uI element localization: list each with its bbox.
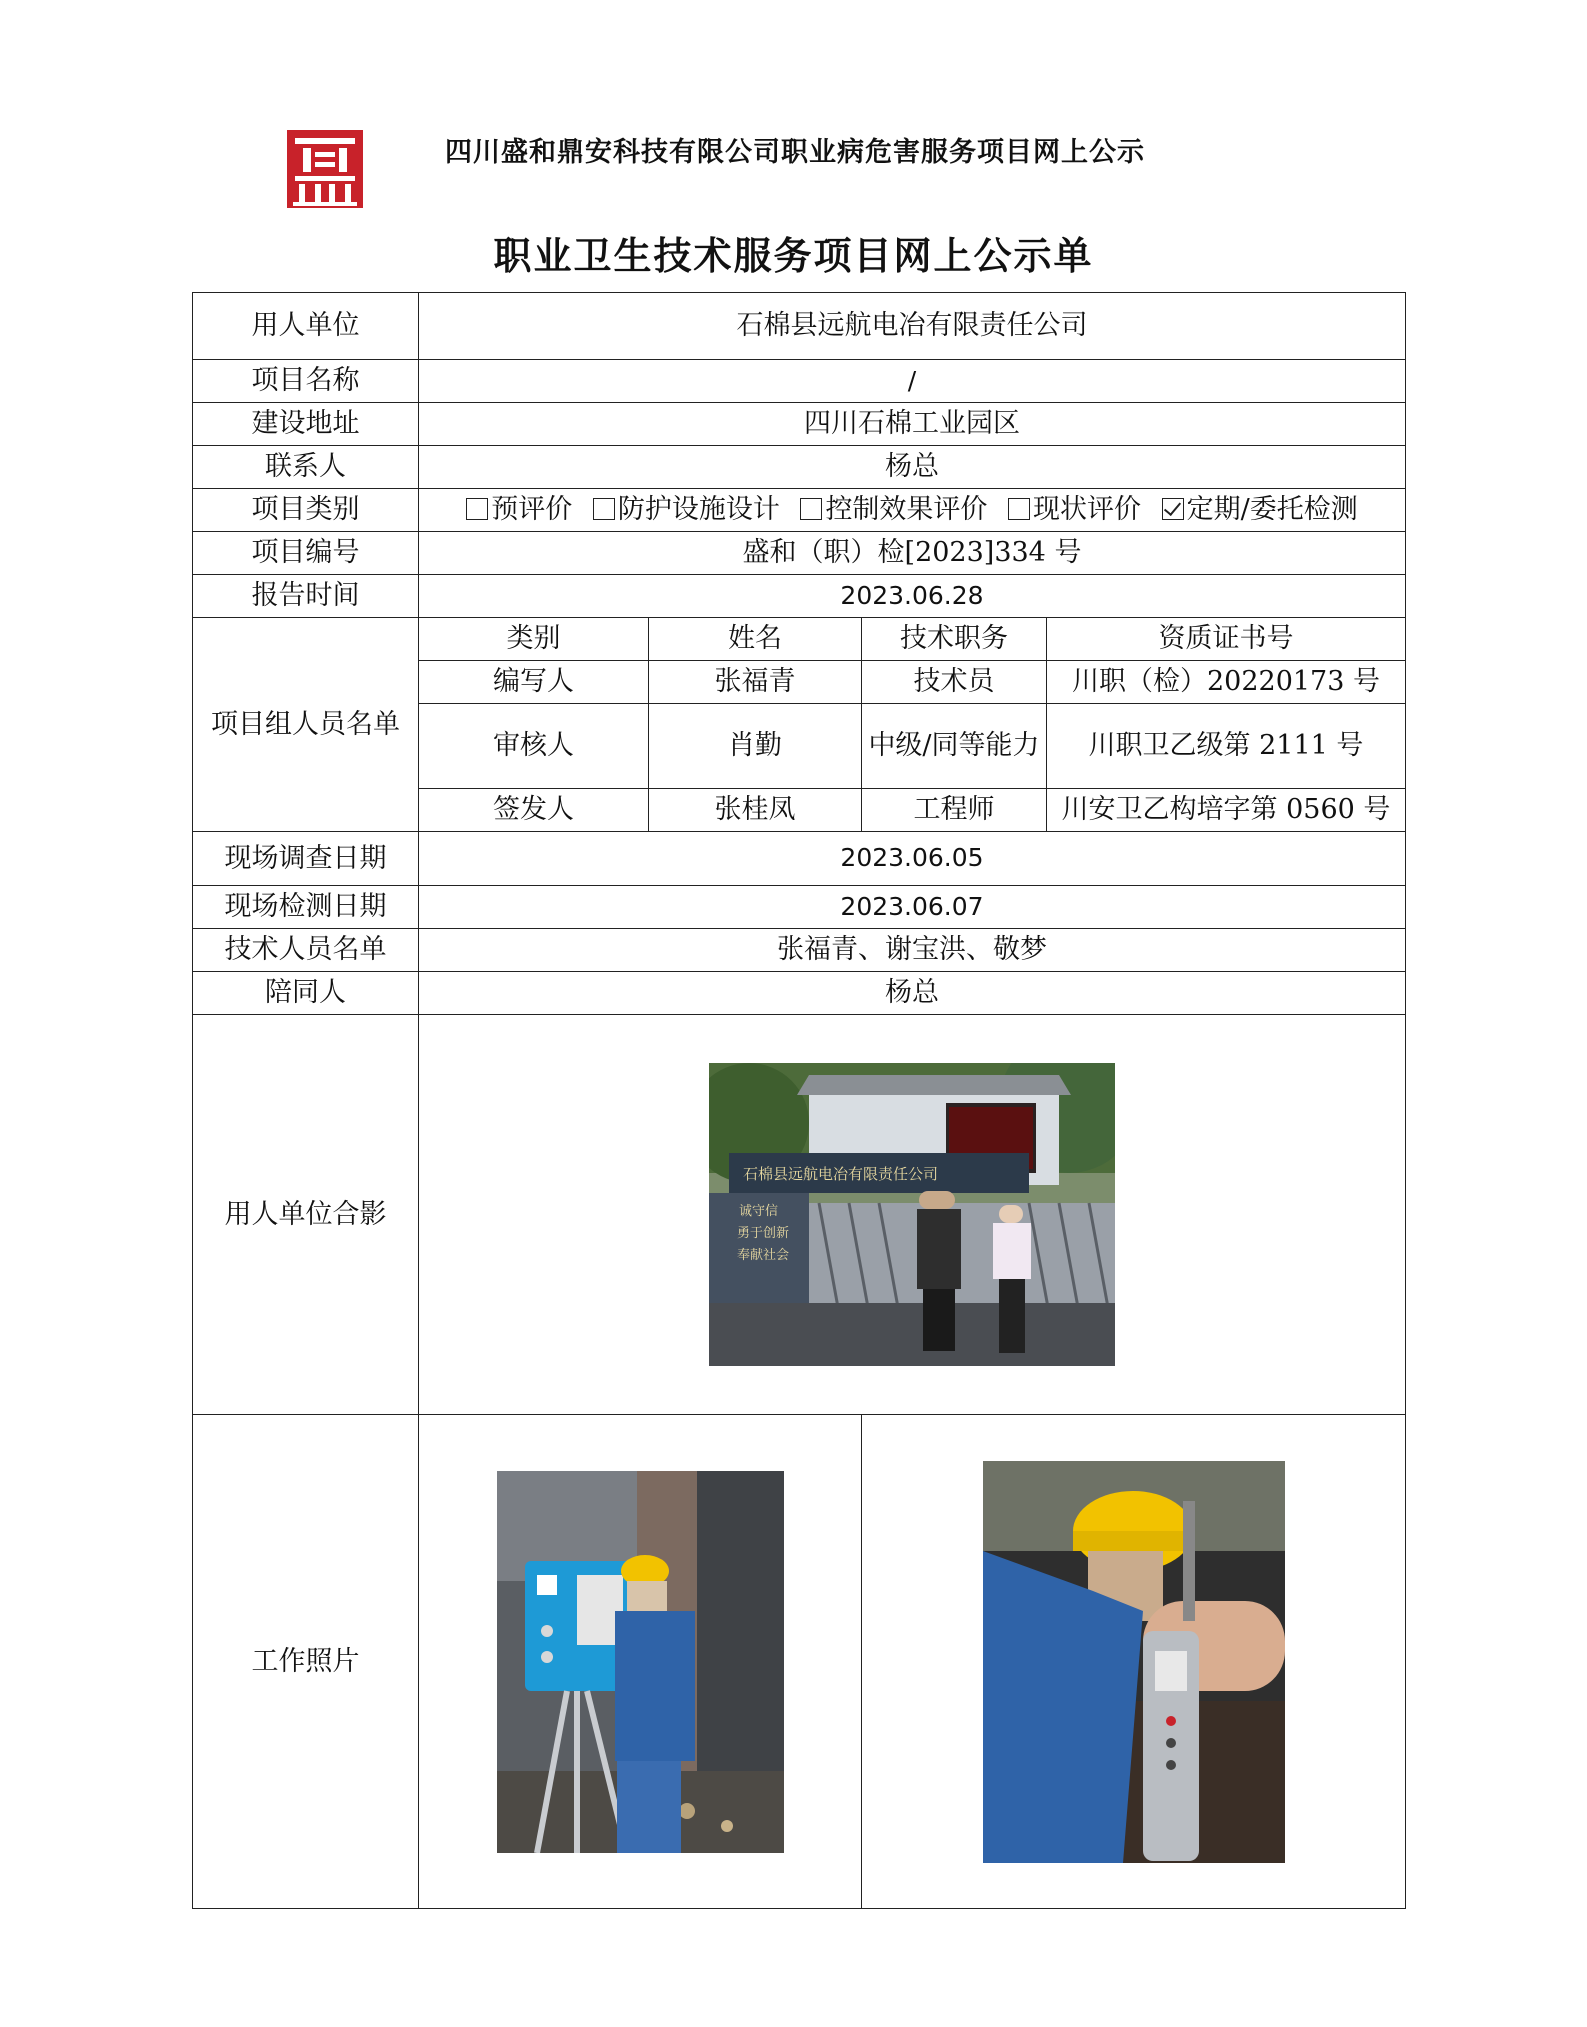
- team-role: 编写人: [419, 661, 649, 704]
- team-cert: 川安卫乙构培字第 0560 号: [1047, 789, 1406, 832]
- tech-staff-label: 技术人员名单: [193, 929, 419, 972]
- test-date-value: 2023.06.07: [419, 886, 1406, 929]
- row-survey-date: [193, 832, 1406, 886]
- company-announcement-line: 四川盛和鼎安科技有限公司职业病危害服务项目网上公示: [445, 137, 1145, 168]
- checkbox-icon: [1008, 498, 1030, 520]
- team-cert: 川职（检）20220173 号: [1047, 661, 1406, 704]
- document-title: 职业卫生技术服务项目网上公示单: [493, 233, 1094, 278]
- checked-checkbox-icon: [1162, 498, 1184, 520]
- team-name: 肖勤: [649, 704, 862, 789]
- team-header-role: 类别: [419, 618, 649, 661]
- category-option-status-evaluation: 现状评价: [1008, 492, 1141, 527]
- employer-value: 石棉县远航电冶有限责任公司: [419, 293, 1406, 360]
- category-option-control-effect: 控制效果评价: [800, 492, 987, 527]
- category-options: [419, 489, 1406, 532]
- team-header-row: [193, 618, 1406, 661]
- company-logo: [285, 128, 365, 210]
- row-employer: [193, 293, 1406, 360]
- team-header-name: 姓名: [649, 618, 862, 661]
- project-name-value: /: [419, 360, 1406, 403]
- row-accompany: [193, 972, 1406, 1015]
- work-photo-noise-meter: [983, 1461, 1285, 1863]
- category-option-periodic-testing: 定期/委托检测: [1162, 492, 1358, 527]
- employer-label: 用人单位: [193, 293, 419, 360]
- project-name-label: 项目名称: [193, 360, 419, 403]
- address-label: 建设地址: [193, 403, 419, 446]
- report-time-label: 报告时间: [193, 575, 419, 618]
- category-option-protection-design: 防护设施设计: [593, 492, 780, 527]
- contact-label: 联系人: [193, 446, 419, 489]
- work-photo-sampling: [497, 1471, 784, 1853]
- team-name: 张桂凤: [649, 789, 862, 832]
- team-label: 项目组人员名单: [193, 618, 419, 832]
- row-project-name: [193, 360, 1406, 403]
- team-title: 中级/同等能力: [862, 704, 1047, 789]
- contact-value: 杨总: [419, 446, 1406, 489]
- row-test-date: [193, 886, 1406, 929]
- team-cert: 川职卫乙级第 2111 号: [1047, 704, 1406, 789]
- survey-date-value: 2023.06.05: [419, 832, 1406, 886]
- team-header-title: 技术职务: [862, 618, 1047, 661]
- team-role: 审核人: [419, 704, 649, 789]
- project-no-value: 盛和（职）检[2023]334 号: [419, 532, 1406, 575]
- test-date-label: 现场检测日期: [193, 886, 419, 929]
- survey-date-label: 现场调查日期: [193, 832, 419, 886]
- group-photo-label: 用人单位合影: [193, 1015, 419, 1415]
- checkbox-icon: [466, 498, 488, 520]
- row-work-photos: [193, 1415, 1406, 1909]
- row-project-no: [193, 532, 1406, 575]
- accompany-value: 杨总: [419, 972, 1406, 1015]
- category-label: 项目类别: [193, 489, 419, 532]
- page-header: [0, 0, 1587, 278]
- team-title: 工程师: [862, 789, 1047, 832]
- category-option-pre-evaluation: 预评价: [466, 492, 572, 527]
- checkbox-icon: [593, 498, 615, 520]
- slogan-line: 勇于创新: [737, 1226, 790, 1241]
- team-header-cert: 资质证书号: [1047, 618, 1406, 661]
- row-report-time: [193, 575, 1406, 618]
- address-value: 四川石棉工业园区: [419, 403, 1406, 446]
- report-time-value: 2023.06.28: [419, 575, 1406, 618]
- company-sign-text: 石棉县远航电冶有限责任公司: [743, 1165, 939, 1183]
- row-category: [193, 489, 1406, 532]
- team-name: 张福青: [649, 661, 862, 704]
- team-role: 签发人: [419, 789, 649, 832]
- accompany-label: 陪同人: [193, 972, 419, 1015]
- work-photo-label: 工作照片: [193, 1415, 419, 1909]
- row-tech-staff: [193, 929, 1406, 972]
- team-title: 技术员: [862, 661, 1047, 704]
- slogan-line: 奉献社会: [737, 1248, 790, 1263]
- row-group-photo: [193, 1015, 1406, 1415]
- slogan-line: 诚守信: [739, 1204, 779, 1219]
- group-photo: [709, 1063, 1115, 1366]
- project-no-label: 项目编号: [193, 532, 419, 575]
- tech-staff-value: 张福青、谢宝洪、敬梦: [419, 929, 1406, 972]
- announcement-table: [192, 292, 1406, 1909]
- checkbox-icon: [800, 498, 822, 520]
- row-contact: [193, 446, 1406, 489]
- row-address: [193, 403, 1406, 446]
